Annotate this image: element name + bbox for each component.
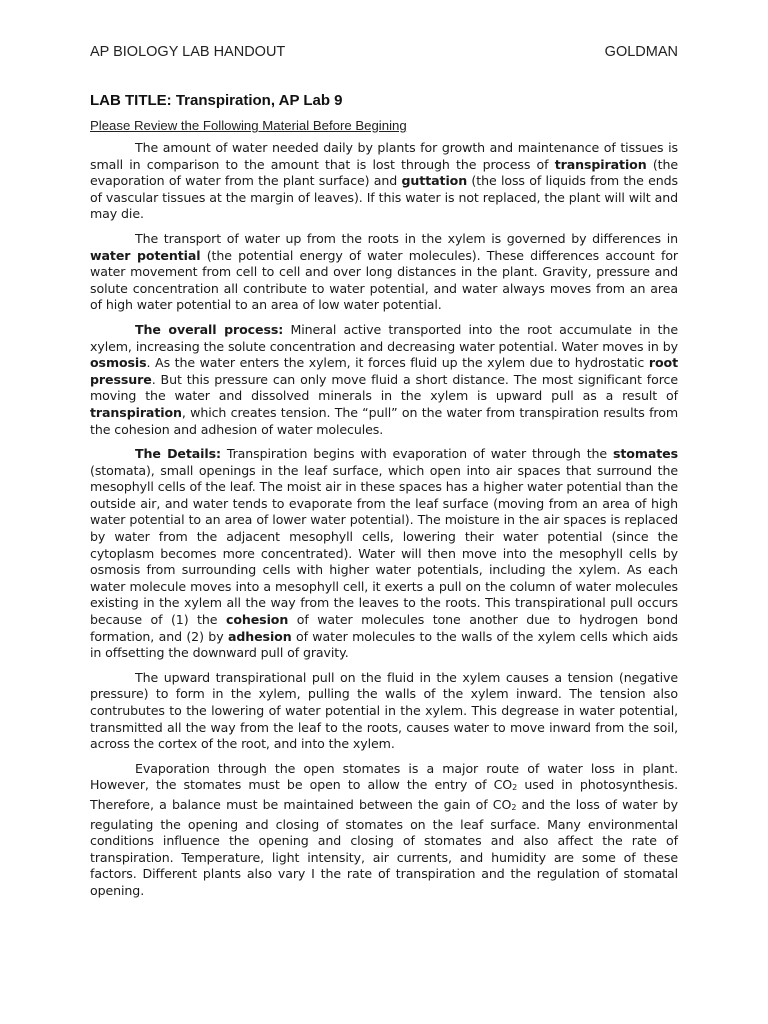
author-label: GOLDMAN (604, 44, 678, 60)
paragraph-details (90, 446, 678, 662)
text-run: and the loss of water by regulating the opening and closing of stomates on the leaf surface. Many environmental conditions influence the opening and closing of stomates and also affect the rate of transpiration. Temperature, light intensity, air currents, and humidity are some of these factors. Different plants also vary I the rate of transpiration and the regulation of stomatal opening. (90, 796, 678, 898)
text-run: The amount of water needed daily by plants for growth and maintenance of tissues is small in comparison to the amount that is lost through the process of (90, 140, 678, 172)
review-instruction: Please Review the Following Material Before Begining (90, 118, 407, 133)
term-stomates: stomates (612, 446, 678, 462)
term-cohesion: cohesion (225, 612, 289, 628)
text-run: (the potential energy of water molecules). These differences account for water movement from cell to cell and over long distances in the plant. Gravity, pressure and solute concentration all contribute to water potential, and water always moves from an area of high water potential to an area of low water potential. (90, 247, 679, 313)
document-body (90, 140, 678, 908)
term-osmosis: osmosis (90, 355, 147, 371)
term-adhesion: adhesion (227, 628, 292, 644)
text-run: The transport of water up from the roots in the xylem is governed by differences in (135, 230, 678, 246)
text-run: (stomata), small openings in the leaf surface, which open into air spaces that surround the mesophyll cells of the leaf. The moist air in these spaces has a higher water potential than the outside air, and water tends to evaporate from the leaf surface (moving from an area of high water potential to an area of lower water potential). The moisture in the air spaces is replaced by water from the adjacent mesophyll cells, lowering their water potential (since the cytoplasm becomes more concentrated). Water will then move into the mesophyll cells by osmosis from surrounding cells with higher water potentials, including the xylem. As each water molecule moves into a mesophyll cell, it exerts a pull on the column of water molecules existing in the xylem all the way from the leaves to the roots. This transpirational pull occurs because of (1) the (90, 462, 678, 628)
subscript: 2 (512, 783, 518, 793)
text-run: Evaporation through the open stomates is a major route of water loss in plant. However, the stomates must be open to allow the entry of CO (90, 760, 678, 793)
paragraph-tension (90, 670, 678, 753)
term-transpiration: transpiration (554, 156, 647, 172)
page-header (90, 44, 678, 60)
heading-overall-process: The overall process: (135, 321, 284, 337)
text-run: , which creates tension. The “pull” on the water from transpiration results from the cohesion and adhesion of water molecules. (90, 404, 678, 437)
lab-title: LAB TITLE: Transpiration, AP Lab 9 (90, 92, 343, 109)
term-water-potential: water potential (90, 247, 201, 263)
term-guttation: guttation (401, 173, 468, 189)
subscript: 2 (511, 802, 517, 812)
paragraph-evaporation (90, 761, 678, 900)
course-label: AP BIOLOGY LAB HANDOUT (90, 44, 286, 60)
heading-details: The Details: (135, 446, 221, 462)
text-run: (the loss of liquids from the ends of vascular tissues at the margin of leaves). If this water is not replaced, the plant will wilt and may die. (90, 173, 678, 222)
text-run: of water molecules tone another due to hydrogen bond formation, and (2) by (90, 612, 678, 644)
text-run: Transpiration begins with evaporation of water through the (220, 446, 613, 462)
paragraph-intro (90, 140, 678, 223)
text-run: The upward transpirational pull on the fluid in the xylem causes a tension (negative pressure) to form in the xylem, pulling the walls of the xylem inward. The tension also contrubutes to the lowering of water potential in the xylem. This degrease in water potential, transmitted all the way from the leaf to the roots, causes water to move inward from the soil, across the cortex of the root, and into the xylem. (90, 669, 678, 752)
text-run: of water molecules to the walls of the xylem cells which aids in offsetting the downward pull of gravity. (90, 628, 678, 661)
paragraph-overall-process (90, 322, 678, 438)
text-run: Mineral active transported into the root accumulate in the xylem, increasing the solute concentration and decreasing water potential. Water moves in by (90, 321, 679, 354)
text-run: . As the water enters the xylem, it forces fluid up the xylem due to hydrostatic (146, 355, 649, 371)
paragraph-water-potential (90, 231, 678, 314)
term-transpiration: transpiration (90, 404, 182, 420)
text-run: used in photosynthesis. Therefore, a balance must be maintained between the gain of CO (90, 777, 678, 812)
term-root-pressure: root pressure (90, 355, 678, 387)
text-run: (the evaporation of water from the plant surface) and (90, 156, 678, 189)
text-run: . But this pressure can only move fluid a short distance. The most significant force moving the water and dissolved minerals in the xylem is upward pull as a result of (90, 371, 678, 404)
